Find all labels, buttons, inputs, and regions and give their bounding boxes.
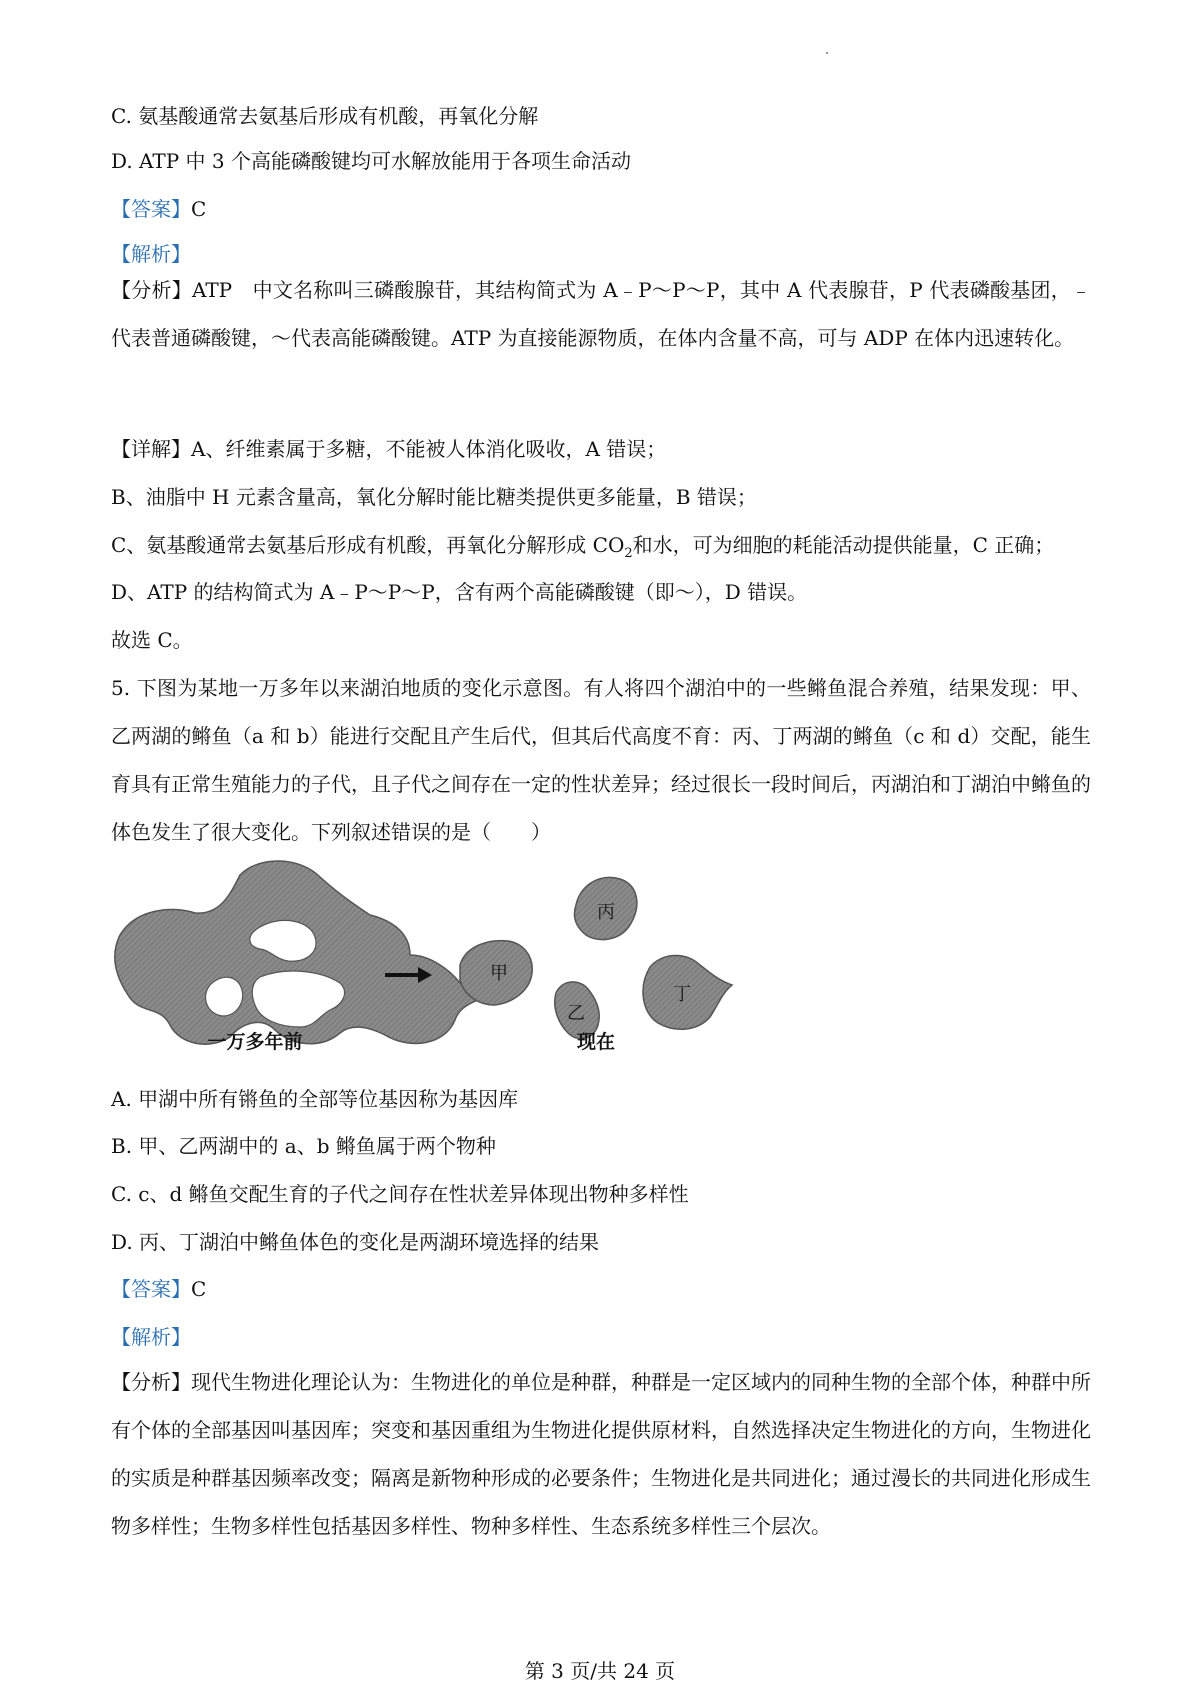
question-5-text: 5. 下图为某地一万多年以来湖泊地质的变化示意图。有人将四个湖泊中的一些鳉鱼混合养殖，结果发现：甲、乙两湖的鳉鱼（a 和 b）能进行交配且产生后代，但其后代高度不育：丙、丁两湖的鳉鱼（c 和 d）交配，能生育具有正常生殖能力的子代，且子代之间存在一定的性状差异；经过很长一段时间后，丙湖泊和丁湖泊中鳉鱼的体色发生了很大变化。下列叙述错误的是（ ） xyxy=(111,676,1091,844)
option-b: B. 甲、乙两湖中的 a、b 鳉鱼属于两个物种 xyxy=(111,1134,496,1158)
page-footer: 第 3 页/共 24 页 xyxy=(524,1659,676,1683)
detail-b: B、油脂中 H 元素含量高，氧化分解时能比糖类提供更多能量，B 错误； xyxy=(111,485,757,509)
analysis-paragraph-2 xyxy=(111,1358,1091,1550)
detail-d: D、ATP 的结构简式为 A﹣P～P～P，含有两个高能磷酸键（即～），D 错误。 xyxy=(111,580,808,604)
detail-a-text: A、纤维素属于多糖，不能被人体消化吸收，A 错误； xyxy=(191,437,667,461)
detail-c xyxy=(111,532,1054,567)
conclusion: 故选 C。 xyxy=(111,628,193,652)
answer-tag: 【答案】 xyxy=(111,197,191,221)
detail-a xyxy=(111,436,666,462)
option-c-prev: C. 氨基酸通常去氨基后形成有机酸，再氧化分解 xyxy=(111,104,539,128)
lake-diagram xyxy=(110,855,830,1055)
label-now: 现在 xyxy=(576,1031,616,1053)
fenxi-text: 现代生物进化理论认为：生物进化的单位是种群，种群是一定区域内的同种生物的全部个体，种群中所有个体的全部基因叫基因库；突变和基因重组为生物进化提供原材料，自然选择决定生物进化的方向，生物进化的实质是种群基因频率改变；隔离是新物种形成的必要条件；生物进化是共同进化；通过漫长的共同进化形成生物多样性；生物多样性包括基因多样性、物种多样性、生态系统多样性三个层次。 xyxy=(111,1370,1091,1538)
answer-value: C xyxy=(191,1277,207,1301)
fenxi-tag: 【分析】 xyxy=(111,1370,191,1394)
lake-yi-label: 乙 xyxy=(567,1003,585,1024)
answer-tag: 【答案】 xyxy=(111,1277,191,1301)
lake-jia-label: 甲 xyxy=(490,963,508,984)
fenxi-tag: 【分析】 xyxy=(111,278,192,302)
answer-value: C xyxy=(191,197,207,221)
analysis-paragraph-1 xyxy=(111,266,1091,362)
answer-row-1 xyxy=(111,196,206,222)
detail-c-part2: 和水，可为细胞的耗能活动提供能量，C 正确； xyxy=(632,533,1055,557)
option-c: C. c、d 鳉鱼交配生育的子代之间存在性状差异体现出物种多样性 xyxy=(111,1182,689,1206)
option-d-prev: D. ATP 中 3 个高能磷酸键均可水解放能用于各项生命活动 xyxy=(111,149,631,173)
option-d: D. 丙、丁湖泊中鳉鱼体色的变化是两湖环境选择的结果 xyxy=(111,1230,600,1254)
label-past: 一万多年前 xyxy=(207,1031,303,1053)
fenxi-text: ATP 中文名称叫三磷酸腺苷，其结构简式为 A﹣P～P～P，其中 A 代表腺苷，P 代表磷酸基团，﹣代表普通磷酸键，～代表高能磷酸键。ATP 为直接能源物质，在体内含量不高，可与 ADP 在体内迅速转化。 xyxy=(111,278,1092,350)
analysis-tag: 【解析】 xyxy=(111,1325,191,1349)
answer-row-2 xyxy=(111,1276,206,1302)
detail-c-part1: C、氨基酸通常去氨基后形成有机酸，再氧化分解形成 CO xyxy=(111,533,625,557)
lake-bing-label: 丙 xyxy=(597,902,615,923)
lake-ding-label: 丁 xyxy=(673,984,691,1005)
stray-dot xyxy=(826,52,828,54)
detail-tag: 【详解】 xyxy=(111,437,191,461)
analysis-tag: 【解析】 xyxy=(111,242,191,266)
detail-c-subscript: 2 xyxy=(624,546,633,561)
option-a: A. 甲湖中所有锵鱼的全部等位基因称为基因库 xyxy=(111,1087,519,1111)
